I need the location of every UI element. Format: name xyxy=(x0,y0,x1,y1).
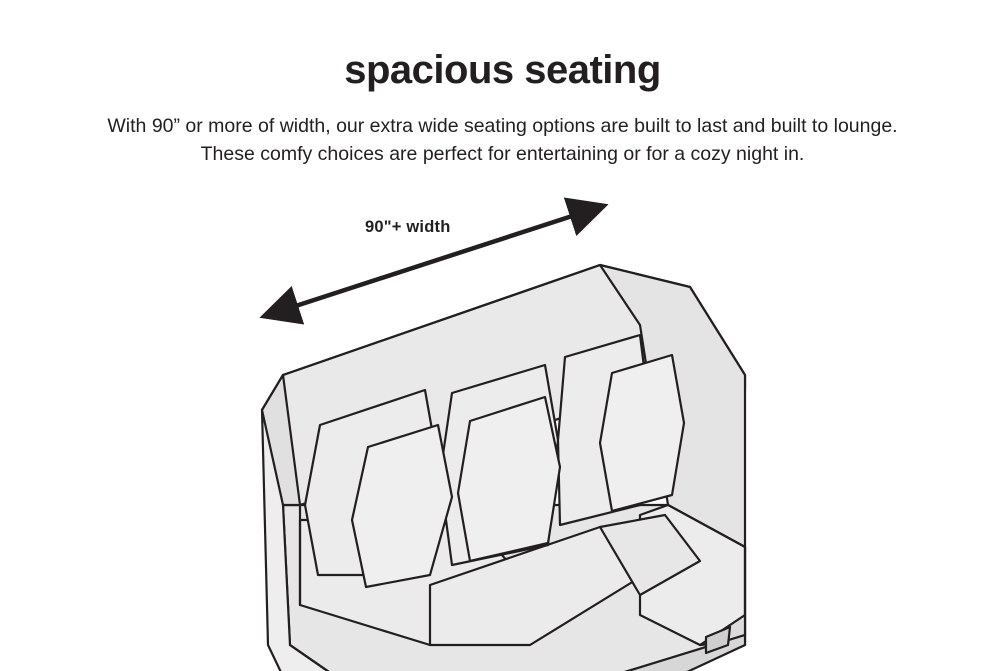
page-title: spacious seating xyxy=(344,48,661,92)
description-line-1: With 90” or more of width, our extra wide seating options are built to last and built to lounge. xyxy=(107,115,898,137)
accent-pillow-right xyxy=(600,355,684,511)
description-text xyxy=(50,112,955,168)
accent-pillow-middle xyxy=(458,397,560,561)
sofa-body xyxy=(262,265,745,671)
sofa-drawing-svg xyxy=(0,175,1005,671)
sofa-illustration xyxy=(0,175,1005,671)
description-line-2: These comfy choices are perfect for entertaining or for a cozy night in. xyxy=(200,143,805,165)
width-dimension-label: 90"+ width xyxy=(365,218,451,236)
